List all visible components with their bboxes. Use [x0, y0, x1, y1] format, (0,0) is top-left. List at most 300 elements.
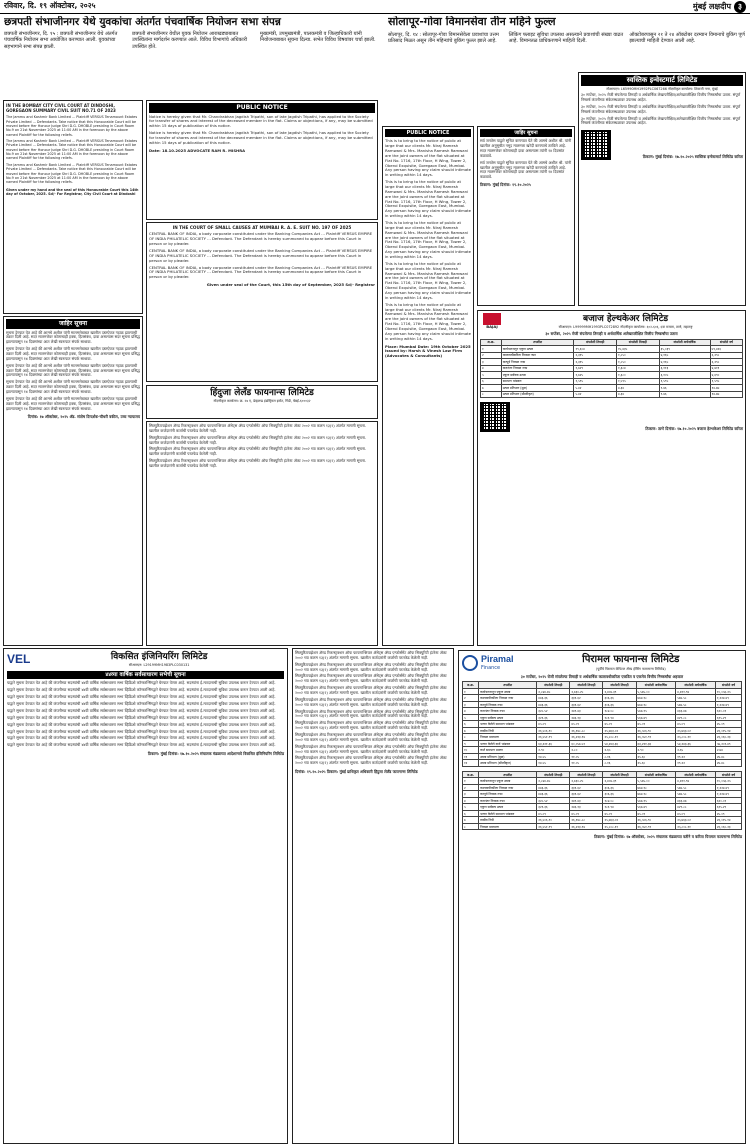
piramal-standalone-table-cell: ५,५७५.०० — [636, 778, 676, 785]
bajaj-table-cell: ३ — [481, 359, 502, 366]
piramal-table-cell: २६,०१५.१४ — [715, 727, 741, 734]
bajaj-table-cell: १,७२५ — [574, 372, 617, 379]
piramal-standalone-table-cell: २,७३०.२५ — [570, 778, 603, 785]
vikasit-name: विकसित इंजिनियरिंग लिमिटेड — [110, 652, 208, 662]
jahir-suchna-right-footer: ठिकाण: मुंबई दिनांक: १९.१०.२०२५ — [480, 182, 531, 188]
piramal-table-cell: २.६५ — [603, 747, 636, 754]
piramal-sub: (पूर्वीचे पिरामल कॅपिटल ॲण्ड हौसिंग फायनान्स लिमिटेड) — [595, 666, 666, 671]
story-right-col1: सोलापूर, दि. १४ : सोलापूर-गोवा विमानसेवेला प्रवाशांचा उत्तम प्रतिसाद मिळत असून तीन महिन्यांचे बुकिंग फुल्ल झाले आहे. — [388, 31, 499, 45]
bajaj-table-cell: ४,१६५ — [659, 359, 710, 366]
piramal-table-cell: ४५.०९ — [676, 721, 716, 728]
piramal-table-cell: ४ — [463, 708, 479, 715]
small-causes-body: CENTRAL BANK OF INDIA, a body corporate constituted under the Banking Companies Act ... Plaintiff VERSUS EMPIRE OF INDIA PHILATELIC SOCIETY ... Defendant. The Defendant is hereby summoned to appear before this Court in person or by pleader. — [149, 231, 373, 247]
piramal-standalone-table-cell: ७ — [463, 817, 479, 824]
piramal-standalone-table-cell: १,२२४.४९ — [715, 784, 741, 791]
public-notice-2-title: PUBLIC NOTICE — [385, 129, 471, 137]
piramal-table-cell: ६१५.२९ — [715, 714, 741, 721]
public-notice-2-body-3: This is to bring to the notice of public at large that our clients Mr. Niraj Ramesh Ramwani & Mrs. Manisha Ramesh Ramwani are the joint owners of the flat situated at Flat No. 1716, 17th Floor, H Wing, Tower 2, Oberoi Exquisite, Goregaon East, Mumbai. Any person having any claim should intimate in writing within 14 days. — [385, 220, 471, 260]
piramal-table-cell: २.६५ — [676, 747, 716, 754]
piramal-table-cell: भरणा केलेले समभाग भांडवल — [479, 721, 537, 728]
piramal-table-cell: ११.०५ — [570, 753, 603, 760]
piramal-table-cell: २५.६० — [636, 753, 676, 760]
bajaj-qr-code — [480, 402, 510, 432]
vikasit-body-3: याद्वारे सूचना देण्यात येत आहे की कंपनीच्या सदस्यांची ४४वी वार्षिक सर्वसाधारण सभा व्हिडिओ कॉन्फरन्सिंगद्वारे घेण्यात येणार आहे. सदस्यांना ई-मतदानाची सुविधा उपलब्ध करून देण्यात आली आहे. — [7, 694, 276, 700]
piramal-table-cell: ११ — [463, 753, 479, 760]
jahir-suchna-right-body-2: सर्व जनतेस याद्वारे सूचित करण्यात येते की आमचे अशील श्री. यांनी खालील अनुसूचीत नमूद मालमत्ता खरेदी करण्याचे ठरविले आहे. सदर मालमत्तेवर कोणाचाही दावा असल्यास त्यांनी १४ दिवसांत कळवावे. — [480, 159, 572, 180]
jahir-suchna-left-body: सूचना देण्यात येत आहे की आमचे अशील यांनी मालमत्तेबाबत खालील दस्तऐवज गहाळ झाल्याची तक्रार दिली आहे. सदर मालमत्तेवर कोणाचाही हक्क, हितसंबंध, दावा असल्यास सदर सूचना प्रसिद्ध झाल्यापासून १४ दिवसांच्या आत लेखी स्वरूपात संपर्क साधावा. — [6, 329, 140, 345]
bajaj-table-cell: कालावधीकरिता निव्वळ नफा — [501, 352, 574, 359]
piramal-table-cell: करपूर्व निव्वळ नफा — [479, 701, 537, 708]
bajaj-table-cell: ९.७६ — [659, 385, 710, 392]
piramal-table-cell: ६०,०५७.५१ — [570, 740, 603, 747]
swastika-body-2: ३० सप्टेंबर, २०२५ रोजी संपलेल्या तिमाही व अर्धवार्षिक लेखापरीक्षित/अलेखापरीक्षित वित्तीय निष्कर्षांचा उतारा. संपूर्ण निष्कर्ष कंपनीच्या संकेतस्थळावर उपलब्ध आहेत. — [581, 103, 741, 114]
piramal-table-cell: ५७४.५८ — [676, 695, 716, 702]
piramal-standalone-table-cell: १०,०५६.२५ — [715, 778, 741, 785]
piramal-table-cell: कर्ज समभाग प्रमाण — [479, 747, 537, 754]
bajaj-table-cell: समभाग भांडवल — [501, 378, 574, 385]
hinduja-notice-intro — [146, 421, 378, 646]
bajaj-table-cell: ४.३४ — [617, 391, 660, 398]
hinduja-sub: नोंदणीकृत कार्यालय: क्र. २७ ए, डेव्हलप्ड इंडस्ट्रियल इस्टेट, गिंडी, चेन्नई-६०००३२ — [213, 399, 311, 404]
piramal-standalone-table-cell: १,२२४.४९ — [715, 791, 741, 798]
bajaj-table-cell: ४,१६५ — [659, 352, 710, 359]
piramal-standalone-table-header-cell: संपलेली अर्धवार्षिक — [676, 771, 716, 778]
story-right-col2: लिंकिंग फ्लाइट सुविधा उपलब्ध असल्याने प्रवाशांची संख्या वाढत आहे. विमानतळ प्राधिकरणाने माहिती दिली. — [508, 31, 624, 45]
piramal-standalone-table-cell: ४५.०९ — [570, 810, 603, 817]
piramal-table-cell: निव्वळ मालमत्ता — [479, 734, 537, 741]
hinduja-body: सिक्युरिटायझेशन ॲण्ड रिकन्स्ट्रक्शन ऑफ फायनान्शियल ॲसेट्स ॲण्ड एन्फोर्समेंट ऑफ सिक्युरिटी इंटरेस्ट ॲक्ट २००२ च्या कलम १३(२) अंतर्गत मागणी सूचना. खालील कर्जदारांनी कर्जाची परतफेड केलेली नाही. — [149, 423, 367, 433]
piramal-standalone-table-cell: २६,५५१.९९ — [636, 823, 676, 830]
piramal-table-cell: भरणा केलेले कर्ज भांडवल — [479, 740, 537, 747]
hinduja-list-3: सिक्युरिटायझेशन ॲण्ड रिकन्स्ट्रक्शन ऑफ फायनान्शियल ॲसेट्स ॲण्ड एन्फोर्समेंट ऑफ सिक्युरिटी इंटरेस्ट ॲक्ट २००२ च्या कलम १३(२) अंतर्गत मागणी सूचना. खालील कर्जदारांनी कर्जाची परतफेड केलेली नाही. — [295, 673, 447, 684]
small-causes-body-3: CENTRAL BANK OF INDIA, a body corporate constituted under the Banking Companies Act ... Plaintiff VERSUS EMPIRE OF INDIA PHILATELIC SOCIETY ... Defendant. The Defendant is hereby summoned to appear before this Court in person or by pleader. — [149, 264, 373, 280]
hinduja-name: हिंदुजा लेलँड फायनान्स लिमिटेड — [210, 388, 314, 398]
public-notice-body-2: Notice is hereby given that Mr. Chandrabhan Jagdish Tripathi, son of late Jagdish Tripathi, has applied to the Society for transfer of shares and interest of the deceased member in the flat. Claims or objections, if any, may be submitted within 15 days of publication of this notice. — [149, 130, 373, 145]
piramal-table-cell: ४,७९१.९४ — [676, 688, 716, 695]
piramal-table-cell: १,२२४.४९ — [715, 701, 741, 708]
bajaj-table-cell: ६,२९८ — [710, 352, 742, 359]
piramal-table-cell: ४५.०९ — [715, 721, 741, 728]
piramal-standalone-table-header-cell: संपलेली अर्धवार्षिक — [636, 771, 676, 778]
bajaj-table-header-cell: अ.क्र. — [481, 339, 502, 346]
hinduja-list-10: सिक्युरिटायझेशन ॲण्ड रिकन्स्ट्रक्शन ऑफ फायनान्शियल ॲसेट्स ॲण्ड एन्फोर्समेंट ऑफ सिक्युरिटी इंटरेस्ट ॲक्ट २००२ च्या कलम १३(२) अंतर्गत मागणी सूचना. खालील कर्जदारांनी कर्जाची परतफेड केलेली नाही. — [295, 755, 447, 766]
piramal-standalone-table-cell: राखीव निधी — [479, 817, 537, 824]
piramal-table-cell: ४५.०९ — [570, 721, 603, 728]
hinduja-body-4: सिक्युरिटायझेशन ॲण्ड रिकन्स्ट्रक्शन ऑफ फायनान्शियल ॲसेट्स ॲण्ड एन्फोर्समेंट ऑफ सिक्युरिटी इंटरेस्ट ॲक्ट २००२ च्या कलम १३(२) अंतर्गत मागणी सूचना. खालील कर्जदारांनी कर्जाची परतफेड केलेली नाही. — [149, 458, 367, 469]
vikasit-body-4: याद्वारे सूचना देण्यात येत आहे की कंपनीच्या सदस्यांची ४४वी वार्षिक सर्वसाधारण सभा व्हिडिओ कॉन्फरन्सिंगद्वारे घेण्यात येणार आहे. सदस्यांना ई-मतदानाची सुविधा उपलब्ध करून देण्यात आली आहे. — [7, 701, 276, 707]
piramal-table-cell: उत्पन्न प्रतिभाग (मूळ) — [479, 753, 537, 760]
story-left — [4, 16, 384, 98]
bajaj-table-cell: ७९,४२६ — [710, 346, 742, 353]
piramal-standalone-table-cell: २५,८०८.११ — [676, 823, 716, 830]
piramal-table-cell: २५,८०८.११ — [676, 734, 716, 741]
piramal-table-cell: १० — [463, 747, 479, 754]
bajaj-footer: ठिकाण: ठाणे दिनांक: १७.१०.२०२५ बजाज हेल्थकेअर लिमिटेड करिता — [645, 426, 743, 432]
story-left-col2: छत्रपती संभाजीनगर येथील युवक नियोजन आराखड्याबाबत उपस्थितांना मार्गदर्शन करण्यात आले. विविध विभागांचे अधिकारी उपस्थित होते. — [132, 31, 248, 50]
piramal-standalone-table-cell: ४४३.३६ — [537, 784, 570, 791]
piramal-standalone-table-cell: २६,०६०.२३ — [715, 823, 741, 830]
vikasit-logo: VEL — [7, 652, 31, 667]
small-causes-body-2: CENTRAL BANK OF INDIA, a body corporate constituted under the Banking Companies Act ... Plaintiff VERSUS EMPIRE OF INDIA PHILATELIC SOCIETY ... Defendant. The Defendant is hereby summoned to appear before this Court in person or by pleader. — [149, 247, 373, 263]
piramal-table-cell: ९ — [463, 740, 479, 747]
piramal-standalone-table-cell: २६,०१५.१४ — [715, 817, 741, 824]
piramal-table-cell: २६,५५१.९९ — [537, 734, 570, 741]
jahir-suchna-right-title: जाहिर सूचना — [480, 129, 572, 137]
piramal-table-cell: ८.१६ — [603, 760, 636, 767]
bajaj-table-cell: ८ — [481, 391, 502, 398]
piramal-table-cell: २७.४८ — [715, 760, 741, 767]
piramal-table-header-cell: अ.क्र. — [463, 682, 479, 689]
bajaj-table-cell: १,५९५ — [659, 378, 710, 385]
piramal-table-header-cell: संपलेली अर्धवार्षिक — [676, 682, 716, 689]
piramal-logo-icon — [462, 655, 478, 671]
jahir-suchna-right — [477, 126, 575, 306]
piramal-standalone-table-cell: २,८४४.७५ — [537, 778, 570, 785]
piramal-table-cell: ४५.०९ — [603, 721, 636, 728]
hinduja-header — [146, 385, 378, 419]
bajaj-table-cell: ६,२९८ — [710, 359, 742, 366]
piramal-standalone-table-cell: ५७४.५८ — [676, 784, 716, 791]
swastika-sub: सीआयएन: L65990MH1992PLC067266 नोंदणीकृत कार्यालय: शिवाजी नगर, मुंबई — [606, 86, 718, 91]
bajaj-table-header-cell: संपलेली तिमाही — [617, 339, 660, 346]
piramal-table-cell: ६ — [463, 721, 479, 728]
piramal-table-cell: ४३३.४७ — [676, 708, 716, 715]
page-number: ३ — [734, 1, 746, 13]
piramal-standalone-table-cell: करपूर्व निव्वळ नफा — [479, 791, 537, 798]
vikasit-footer: ठिकाण: मुंबई दिनांक: १७.१०.२०२५ संचालक मंडळाच्या आदेशान्वये विकसित इंजिनियरिंग लिमिटेड — [147, 751, 284, 757]
bajaj-table-cell: ५.४२ — [574, 391, 617, 398]
bajaj-table-cell: कार्यचलनातून एकूण उत्पन्न — [501, 346, 574, 353]
piramal-table-cell: १४.५५ — [537, 753, 570, 760]
piramal-standalone-table-cell: ४ — [463, 797, 479, 804]
piramal-standalone-table-cell: ५६७.४९ — [636, 804, 676, 811]
public-notice-2-body-2: This is to bring to the notice of public at large that our clients Mr. Niraj Ramesh Ramwani & Mrs. Manisha Ramesh Ramwani are the joint owners of the flat situated at Flat No. 1716, 17th Floor, H Wing, Tower 2, Oberoi Exquisite, Goregaon East, Mumbai. Any person having any claim should intimate in writing within 14 days. — [385, 179, 471, 219]
piramal-table-cell: राखीव निधी — [479, 727, 537, 734]
court-notice-footer: Given under my hand and the seal of this Honourable Court this 14th day of October, 2025. Sd/- For Registrar, City Civil Court at Dindoshi — [6, 187, 139, 196]
piramal-table-cell: उत्पन्न प्रतिभाग (सौम्यीकृत) — [479, 760, 537, 767]
bajaj-table-cell: १,५९५ — [710, 378, 742, 385]
piramal-standalone-table-cell: ३३१.६२ — [570, 784, 603, 791]
hinduja-footer: दिनांक: १९.१०.२०२५ ठिकाण: मुंबई प्राधिकृत अधिकारी हिंदुजा लेलँड फायनान्स लिमिटेड — [295, 769, 418, 775]
small-causes-title: IN THE COURT OF SMALL CAUSES AT MUMBAI R. A. E. SUIT NO. 197 OF 2025 — [172, 225, 352, 230]
court-notice-title: IN THE BOMBAY CITY CIVIL COURT AT DINDOSHI, GOREGAON SUMMARY CIVIL SUIT NO.71 OF 2023 — [6, 103, 116, 114]
piramal-logo-sub: Finance — [481, 665, 501, 672]
piramal-table-cell: २,७३०.२५ — [570, 688, 603, 695]
bajaj-table-row — [481, 391, 743, 398]
bajaj-table-cell: १,३८४ — [617, 365, 660, 372]
bajaj-notice — [477, 310, 746, 646]
bajaj-table-cell: २,३१५ — [574, 352, 617, 359]
public-notice-2-body-5: This is to bring to the notice of public at large that our clients Mr. Niraj Ramesh Ramwani & Mrs. Manisha Ramesh Ramwani are the joint owners of the flat situated at Flat No. 1716, 17th Floor, H Wing, Tower 2, Oberoi Exquisite, Goregaon East, Mumbai. Any person having any claim should intimate in writing within 14 days. — [385, 301, 471, 341]
vikasit-notice — [3, 648, 288, 1144]
piramal-table-cell: एकूण सर्वंकष उत्पन्न — [479, 714, 537, 721]
piramal-standalone-table-cell: ६१५.२९ — [715, 804, 741, 811]
piramal-footer: ठिकाण: मुंबई दिनांक: १७ ऑक्टोबर, २०२५ संचालक मंडळाच्या वतीने व करिता पिरामल फायनान्स लिमिटेड — [594, 834, 742, 840]
piramal-table-cell: २.९० — [537, 747, 570, 754]
small-causes-notice — [146, 222, 378, 382]
jahir-suchna-left-title: जाहिर सूचना — [6, 319, 140, 329]
hinduja-list-2: सिक्युरिटायझेशन ॲण्ड रिकन्स्ट्रक्शन ऑफ फायनान्शियल ॲसेट्स ॲण्ड एन्फोर्समेंट ऑफ सिक्युरिटी इंटरेस्ट ॲक्ट २००२ च्या कलम १३(२) अंतर्गत मागणी सूचना. खालील कर्जदारांनी कर्जाची परतफेड केलेली नाही. — [295, 661, 447, 672]
paper-masthead — [693, 1, 746, 13]
bajaj-table-cell: उत्पन्न प्रतिभाग (मूळ) — [501, 385, 574, 392]
piramal-table-header-cell: संपलेली तिमाही — [537, 682, 570, 689]
hinduja-body-2: सिक्युरिटायझेशन ॲण्ड रिकन्स्ट्रक्शन ऑफ फायनान्शियल ॲसेट्स ॲण्ड एन्फोर्समेंट ऑफ सिक्युरिटी इंटरेस्ट ॲक्ट २००२ च्या कलम १३(२) अंतर्गत मागणी सूचना. खालील कर्जदारांनी कर्जाची परतफेड केलेली नाही. — [149, 434, 367, 445]
piramal-table-cell: १०,०५६.२५ — [715, 688, 741, 695]
hinduja-borrower-list — [292, 648, 454, 1144]
piramal-table-cell: ५४,२४३.३६ — [676, 740, 716, 747]
bajaj-table-cell: १,८५० — [617, 352, 660, 359]
piramal-table-cell: ८ — [463, 734, 479, 741]
piramal-table-cell: १,२२४.४९ — [715, 695, 741, 702]
swastika-footer: ठिकाण: मुंबई दिनांक: १७.१०.२०२५ स्वस्तिक इन्वेस्टमार्ट लिमिटेड करिता — [642, 154, 743, 160]
story-right-title: सोलापूर-गोवा विमानसेवा तीन महिने फुल्ल — [388, 16, 556, 28]
piramal-standalone-table-row — [463, 823, 742, 830]
jahir-suchna-left-signature: दिनांक: १७ ऑक्टोबर, २०२५ ॲड. संतोष दिग्दर्शक-चौधरी वकील, उच्च न्यायालय — [27, 414, 140, 420]
piramal-standalone-table-cell: ६२०.०१ — [715, 797, 741, 804]
piramal-table-cell: ३३१.६२ — [570, 695, 603, 702]
piramal-standalone-table-cell: भरणा केलेले समभाग भांडवल — [479, 810, 537, 817]
bajaj-table-cell: १४.७७ — [710, 385, 742, 392]
piramal-heading: ३० सप्टेंबर, २०२५ रोजी संपलेल्या तिमाही व अर्धवार्षिक कालावधीकरिता एकत्रित व एकमेव वित्तीय निष्कर्षांचा अहवाल — [520, 673, 684, 679]
piramal-table-cell: ५४,२४३.३६ — [603, 740, 636, 747]
swastika-name: स्वस्तिक इन्वेस्टमार्ट लिमिटेड — [581, 75, 743, 86]
piramal-standalone-table-cell: २५,७६३.०२ — [603, 817, 636, 824]
swastika-qr-code — [581, 130, 611, 160]
piramal-table-cell: १२ — [463, 760, 479, 767]
bajaj-table-header-cell: संपलेली तिमाही — [574, 339, 617, 346]
piramal-table-cell: कार्यचलनातून एकूण उत्पन्न — [479, 688, 537, 695]
piramal-table-cell: ११.०५ — [570, 760, 603, 767]
court-notice — [3, 100, 143, 314]
piramal-standalone-table-cell: कार्यचलनातून एकूण उत्पन्न — [479, 778, 537, 785]
piramal-table-row — [463, 760, 742, 767]
bajaj-table-cell: ३,१०५ — [659, 372, 710, 379]
hinduja-list-8: सिक्युरिटायझेशन ॲण्ड रिकन्स्ट्रक्शन ऑफ फायनान्शियल ॲसेट्स ॲण्ड एन्फोर्समेंट ऑफ सिक्युरिटी इंटरेस्ट ॲक्ट २००२ च्या कलम १३(२) अंतर्गत मागणी सूचना. खालील कर्जदारांनी कर्जाची परतफेड केलेली नाही. — [295, 732, 447, 742]
bajaj-table-cell: करानंतर निव्वळ नफा — [501, 365, 574, 372]
bajaj-table-cell: एकूण सर्वंकष उत्पन्न — [501, 372, 574, 379]
piramal-table-cell: ४२९.८८ — [676, 714, 716, 721]
piramal-standalone-table-cell: ४३३.४७ — [676, 797, 716, 804]
piramal-table-header-cell: संपलेले वर्ष — [715, 682, 741, 689]
piramal-standalone-table-cell: १८४.०८ — [603, 797, 636, 804]
hinduja-list-5: सिक्युरिटायझेशन ॲण्ड रिकन्स्ट्रक्शन ऑफ फायनान्शियल ॲसेट्स ॲण्ड एन्फोर्समेंट ऑफ सिक्युरिटी इंटरेस्ट ॲक्ट २००२ च्या कलम १३(२) अंतर्गत मागणी सूचना. खालील कर्जदारांनी कर्जाची परतफेड केलेली नाही. — [295, 696, 447, 707]
piramal-standalone-table-header-cell: तपशील — [479, 771, 537, 778]
piramal-table-cell: २६,५०६.९० — [537, 727, 570, 734]
bajaj-table-cell: १,३८० — [617, 372, 660, 379]
piramal-table-cell: कालावधीकरिता निव्वळ नफा — [479, 695, 537, 702]
vikasit-body-10: याद्वारे सूचना देण्यात येत आहे की कंपनीच्या सदस्यांची ४४वी वार्षिक सर्वसाधारण सभा व्हिडिओ कॉन्फरन्सिंगद्वारे घेण्यात येणार आहे. सदस्यांना ई-मतदानाची सुविधा उपलब्ध करून देण्यात आली आहे. — [7, 742, 276, 748]
piramal-notice — [458, 650, 746, 1144]
court-notice-body-repeat: The Jammu and Kashmir Bank Limited ... Plaintiff VERSUS Tenamount Estates Private Limited ... Defendants. Take notice that this Honourable Court will be moved before Her Honour Judge Shri D.G. DHOBLE presiding in Court Room No.9 on 21st November 2025 at 11:00 AM in the forenoon by the above named Plaintiff for the following reliefs. — [6, 139, 138, 161]
piramal-table-cell: १९.२२ — [676, 753, 716, 760]
paper-name: मुंबई लक्षदीप — [692, 2, 731, 11]
bajaj-table-cell: ९.७६ — [659, 391, 710, 398]
bajaj-table-cell: ४,७११ — [710, 365, 742, 372]
piramal-table-cell: ६३,२२१.३६ — [537, 740, 570, 747]
piramal-standalone-table-cell: ३३१.६२ — [570, 791, 603, 798]
piramal-standalone-table-cell: २६,५५१.९९ — [537, 823, 570, 830]
piramal-name: पिरामल फायनान्स लिमिटेड — [582, 654, 680, 666]
piramal-standalone-table-cell: ५ — [463, 804, 479, 811]
piramal-table-cell: ५७,२०१.४९ — [715, 740, 741, 747]
piramal-table-cell: २,४०७.३९ — [603, 688, 636, 695]
piramal-standalone-table-cell: २५,७६३.०२ — [676, 817, 716, 824]
piramal-table-cell: ५७७.९५ — [636, 708, 676, 715]
bajaj-results-table — [480, 339, 743, 399]
piramal-table-cell: ३०६.३६ — [603, 695, 636, 702]
bajaj-table-cell: २ — [481, 352, 502, 359]
jahir-suchna-left-body-3: सूचना देण्यात येत आहे की आमचे अशील यांनी मालमत्तेबाबत खालील दस्तऐवज गहाळ झाल्याची तक्रार दिली आहे. सदर मालमत्तेवर कोणाचाही हक्क, हितसंबंध, दावा असल्यास सदर सूचना प्रसिद्ध झाल्यापासून १४ दिवसांच्या आत लेखी स्वरूपात संपर्क साधावा. — [6, 362, 140, 378]
piramal-standalone-table — [462, 771, 742, 831]
bajaj-table-cell: १४.७७ — [710, 391, 742, 398]
piramal-standalone-table-cell: २४६.१३ — [570, 804, 603, 811]
piramal-table-cell: ३०६.३६ — [603, 701, 636, 708]
piramal-standalone-table-header-cell: संपलेले वर्ष — [715, 771, 741, 778]
piramal-table-cell: २५.६० — [636, 760, 676, 767]
piramal-table-cell: ४४३.३६ — [537, 701, 570, 708]
piramal-table-cell: १ — [463, 688, 479, 695]
piramal-standalone-table-cell: २६,५०६.९० — [537, 817, 570, 824]
piramal-table-header-cell: तपशील — [479, 682, 537, 689]
piramal-standalone-table-cell: ४५.०९ — [676, 810, 716, 817]
piramal-table-cell: २६,५०६.९० — [636, 727, 676, 734]
vikasit-body-5: याद्वारे सूचना देण्यात येत आहे की कंपनीच्या सदस्यांची ४४वी वार्षिक सर्वसाधारण सभा व्हिडिओ कॉन्फरन्सिंगद्वारे घेण्यात येणार आहे. सदस्यांना ई-मतदानाची सुविधा उपलब्ध करून देण्यात आली आहे. — [7, 707, 276, 713]
piramal-table-cell: करानंतर निव्वळ नफा — [479, 708, 537, 715]
piramal-standalone-table-cell: ४,७९१.९४ — [676, 778, 716, 785]
piramal-standalone-table-cell: ५७४.५८ — [676, 791, 716, 798]
piramal-table-cell: १८१.९४ — [603, 714, 636, 721]
piramal-standalone-table-cell: ३ — [463, 791, 479, 798]
public-notice-2-footer: Place: Mumbai Date: 19th October 2025 Issued by: Harsh & Vinesh Law Firm (Advocates & Consultants) — [385, 343, 471, 359]
piramal-table-cell: १९.२२ — [676, 760, 716, 767]
vikasit-body-7: याद्वारे सूचना देण्यात येत आहे की कंपनीच्या सदस्यांची ४४वी वार्षिक सर्वसाधारण सभा व्हिडिओ कॉन्फरन्सिंगद्वारे घेण्यात येणार आहे. सदस्यांना ई-मतदानाची सुविधा उपलब्ध करून देण्यात आली आहे. — [7, 721, 276, 727]
piramal-table-cell: ३२८.५२ — [537, 708, 570, 715]
piramal-table-cell: २.९० — [636, 747, 676, 754]
piramal-table-cell: ७७४.९८ — [636, 695, 676, 702]
piramal-standalone-table-cell: २६,१७८.८८ — [570, 817, 603, 824]
piramal-table-cell: ७७४.९८ — [636, 701, 676, 708]
bajaj-table-cell: १५,४३५ — [617, 346, 660, 353]
piramal-standalone-table-cell: एकूण सर्वंकष उत्पन्न — [479, 804, 537, 811]
vikasit-sub: सीआयएन: L29199MH1983PLC030131 — [128, 663, 190, 668]
piramal-table-cell: २६,०६०.२३ — [715, 734, 741, 741]
bajaj-table-header-cell: संपलेली अर्धवार्षिक — [659, 339, 710, 346]
jahir-suchna-left-body-2: सूचना देण्यात येत आहे की आमचे अशील यांनी मालमत्तेबाबत खालील दस्तऐवज गहाळ झाल्याची तक्रार दिली आहे. सदर मालमत्तेवर कोणाचाही हक्क, हितसंबंध, दावा असल्यास सदर सूचना प्रसिद्ध झाल्यापासून १४ दिवसांच्या आत लेखी स्वरूपात संपर्क साधावा. — [6, 346, 140, 361]
piramal-standalone-table-cell: ४४३.३६ — [537, 791, 570, 798]
piramal-standalone-table-cell: कालावधीकरिता निव्वळ नफा — [479, 784, 537, 791]
hinduja-body-3: सिक्युरिटायझेशन ॲण्ड रिकन्स्ट्रक्शन ऑफ फायनान्शियल ॲसेट्स ॲण्ड एन्फोर्समेंट ऑफ सिक्युरिटी इंटरेस्ट ॲक्ट २००२ च्या कलम १३(२) अंतर्गत मागणी सूचना. खालील कर्जदारांनी कर्जाची परतफेड केलेली नाही. — [149, 446, 367, 457]
story-right — [388, 16, 746, 72]
story-left-title: छत्रपती संभाजीनगर येथे युवकांचा अंतर्गत पंचवार्षिक नियोजन सभा संपन्न — [4, 16, 281, 28]
piramal-table-cell: २.७४ — [715, 747, 741, 754]
piramal-table-cell: ३२१.३६ — [537, 714, 570, 721]
date-line: रविवार, दि. १९ ऑक्टोबर, २०२५ — [4, 1, 96, 10]
bajaj-table-cell: १९,६०४ — [574, 346, 617, 353]
piramal-standalone-table-cell: २५,८०८.११ — [603, 823, 636, 830]
piramal-standalone-table-cell: १ — [463, 778, 479, 785]
piramal-table-cell: २,८४४.७५ — [537, 688, 570, 695]
piramal-table-cell: २५,७६३.०२ — [603, 727, 636, 734]
piramal-standalone-table-cell: २६,५०६.९० — [636, 817, 676, 824]
piramal-table-cell: ७ — [463, 727, 479, 734]
piramal-table-cell: ६३,२२१.३६ — [636, 740, 676, 747]
piramal-table-cell: ५७४.५८ — [676, 701, 716, 708]
piramal-table-cell: ३३१.६२ — [570, 701, 603, 708]
story-left-col1: छत्रपती संभाजीनगर, दि. १५ : छत्रपती संभाजीनगर येथे अंतर्गत पंचवार्षिक नियोजन सभा आयोजित करण्यात आली. युवकांच्या सहभागाने सभा संपन्न झाली. — [4, 31, 118, 50]
piramal-standalone-table-cell: १८१.९४ — [603, 804, 636, 811]
vikasit-body-9: याद्वारे सूचना देण्यात येत आहे की कंपनीच्या सदस्यांची ४४वी वार्षिक सर्वसाधारण सभा व्हिडिओ कॉन्फरन्सिंगद्वारे घेण्यात येणार आहे. सदस्यांना ई-मतदानाची सुविधा उपलब्ध करून देण्यात आली आहे. — [7, 735, 276, 741]
piramal-standalone-table-cell: २६,२२३.९७ — [570, 823, 603, 830]
jahir-suchna-left-body-5: सूचना देण्यात येत आहे की आमचे अशील यांनी मालमत्तेबाबत खालील दस्तऐवज गहाळ झाल्याची तक्रार दिली आहे. सदर मालमत्तेवर कोणाचाही हक्क, हितसंबंध, दावा असल्यास सदर सूचना प्रसिद्ध झाल्यापासून १४ दिवसांच्या आत लेखी स्वरूपात संपर्क साधावा. — [6, 395, 140, 411]
public-notice-2-body-4: This is to bring to the notice of public at large that our clients Mr. Niraj Ramesh Ramwani & Mrs. Manisha Ramesh Ramwani are the joint owners of the flat situated at Flat No. 1716, 17th Floor, H Wing, Tower 2, Oberoi Exquisite, Goregaon East, Mumbai. Any person having any claim should intimate in writing within 14 days. — [385, 260, 471, 300]
piramal-standalone-table-cell: ३२८.५२ — [537, 797, 570, 804]
vikasit-body-6: याद्वारे सूचना देण्यात येत आहे की कंपनीच्या सदस्यांची ४४वी वार्षिक सर्वसाधारण सभा व्हिडिओ कॉन्फरन्सिंगद्वारे घेण्यात येणार आहे. सदस्यांना ई-मतदानाची सुविधा उपलब्ध करून देण्यात आली आहे. — [7, 714, 276, 720]
bajaj-table-cell: १,८५० — [617, 359, 660, 366]
piramal-table-cell: २ — [463, 695, 479, 702]
public-notice — [146, 100, 378, 220]
piramal-table-cell: २७.४८ — [715, 753, 741, 760]
bajaj-sub: सीआयएन: L99999MH1993PLC072892 नोंदणीकृत कार्यालय: ६०२-६०६, ६वा मजला, ठाणे, महाराष्ट्र — [558, 324, 693, 329]
piramal-table-cell: २४९.४३ — [570, 708, 603, 715]
piramal-table-cell: २५,७६३.०२ — [676, 727, 716, 734]
piramal-standalone-table-cell: ४५.०९ — [715, 810, 741, 817]
vikasit-body-1: याद्वारे सूचना देण्यात येत आहे की कंपनीच्या सदस्यांची ४४वी वार्षिक सर्वसाधारण सभा व्हिडिओ कॉन्फरन्सिंगद्वारे घेण्यात येणार आहे. सदस्यांना ई-मतदानाची सुविधा उपलब्ध करून देण्यात आली आहे. — [7, 680, 276, 686]
piramal-table-cell: ४५.०९ — [537, 721, 570, 728]
public-notice-2 — [382, 126, 474, 646]
bajaj-table-cell: ५ — [481, 372, 502, 379]
piramal-standalone-table-cell: ८ — [463, 823, 479, 830]
public-notice-title: PUBLIC NOTICE — [149, 103, 375, 113]
piramal-table-cell: ३ — [463, 701, 479, 708]
vikasit-body-2: याद्वारे सूचना देण्यात येत आहे की कंपनीच्या सदस्यांची ४४वी वार्षिक सर्वसाधारण सभा व्हिडिओ कॉन्फरन्सिंगद्वारे घेण्यात येणार आहे. सदस्यांना ई-मतदानाची सुविधा उपलब्ध करून देण्यात आली आहे. — [7, 687, 276, 693]
piramal-standalone-table-cell: ३०६.३६ — [603, 791, 636, 798]
bajaj-table-cell: १,७२९ — [574, 365, 617, 372]
hinduja-list-6: सिक्युरिटायझेशन ॲण्ड रिकन्स्ट्रक्शन ऑफ फायनान्शियल ॲसेट्स ॲण्ड एन्फोर्समेंट ऑफ सिक्युरिटी इंटरेस्ट ॲक्ट २००२ च्या कलम १३(२) अंतर्गत मागणी सूचना. खालील कर्जदारांनी कर्जाची परतफेड केलेली नाही. — [295, 708, 447, 719]
bajaj-table-cell: ४ — [481, 365, 502, 372]
bajaj-table-cell: ४.३४ — [617, 385, 660, 392]
jahir-suchna-right-body: सर्व जनतेस याद्वारे सूचित करण्यात येते की आमचे अशील श्री. यांनी खालील अनुसूचीत नमूद मालमत्ता खरेदी करण्याचे ठरविले आहे. सदर मालमत्तेवर कोणाचाही दावा असल्यास त्यांनी १४ दिवसांत कळवावे. — [480, 138, 572, 158]
piramal-table-cell: २४६.१३ — [570, 714, 603, 721]
court-notice-body: The Jammu and Kashmir Bank Limited ... Plaintiff VERSUS Tenamount Estates Private Limited ... Defendants. Take notice that this Honourable Court will be moved before Her Honour Judge Shri D.G. DHOBLE presiding in Court Room No.9 on 21st November 2025 at 11:00 AM in the forenoon by the above named Plaintiff for the following reliefs. — [6, 115, 138, 137]
piramal-standalone-table-cell: निव्वळ मालमत्ता — [479, 823, 537, 830]
bajaj-logo: BAJAJ — [486, 324, 498, 329]
jahir-suchna-left — [3, 316, 143, 646]
piramal-standalone-table-cell: २४९.४३ — [570, 797, 603, 804]
vikasit-heading: ४४व्या वार्षिक सर्वसाधारण सभेची सूचना — [7, 671, 284, 680]
public-notice-signature: Date: 18.10.2025 ADVOCATE RAM R. MISHRA — [149, 147, 246, 153]
piramal-table-header-cell: संपलेली तिमाही — [603, 682, 636, 689]
piramal-results-table — [462, 681, 742, 767]
piramal-standalone-table-cell: ७७४.९८ — [636, 784, 676, 791]
piramal-table-header-cell: संपलेली तिमाही — [570, 682, 603, 689]
bajaj-table-cell: १,५९५ — [574, 378, 617, 385]
piramal-table-cell: २६,१७८.८८ — [570, 727, 603, 734]
bajaj-table-cell: ५.४२ — [574, 385, 617, 392]
bajaj-table-cell: ७ — [481, 385, 502, 392]
piramal-logo: Piramal — [481, 654, 514, 664]
piramal-table-cell: ५,५७५.०० — [636, 688, 676, 695]
piramal-standalone-table-header-cell: संपलेली तिमाही — [570, 771, 603, 778]
bajaj-name: बजाज हेल्थकेअर लिमिटेड — [582, 313, 669, 324]
court-notice-body-repeat-2: The Jammu and Kashmir Bank Limited ... Plaintiff VERSUS Tenamount Estates Private Limited ... Defendants. Take notice that this Honourable Court will be moved before Her Honour Judge Shri D.G. DHOBLE presiding in Court Room No.9 on 21st November 2025 at 11:00 AM in the forenoon by the above named Plaintiff for the following reliefs. — [6, 162, 138, 185]
piramal-standalone-table-header-cell: संपलेली तिमाही — [603, 771, 636, 778]
piramal-table-cell: ५ — [463, 714, 479, 721]
piramal-standalone-table-cell: ५७७.९५ — [636, 797, 676, 804]
story-right-col3: ऑक्टोबरपासून २१ ते २४ ऑक्टोबर दरम्यान विमानाचे बुकिंग पूर्ण झाल्याची माहिती देण्यात आली आहे. — [629, 31, 745, 45]
jahir-suchna-left-body-4: सूचना देण्यात येत आहे की आमचे अशील यांनी मालमत्तेबाबत खालील दस्तऐवज गहाळ झाल्याची तक्रार दिली आहे. सदर मालमत्तेवर कोणाचाही हक्क, हितसंबंध, दावा असल्यास सदर सूचना प्रसिद्ध झाल्यापासून १४ दिवसांच्या आत लेखी स्वरूपात संपर्क साधावा. — [6, 379, 140, 394]
piramal-table-cell: २५,८०८.११ — [603, 734, 636, 741]
hinduja-list-1: सिक्युरिटायझेशन ॲण्ड रिकन्स्ट्रक्शन ऑफ फायनान्शियल ॲसेट्स ॲण्ड एन्फोर्समेंट ऑफ सिक्युरिटी इंटरेस्ट ॲक्ट २००२ च्या कलम १३(२) अंतर्गत मागणी सूचना. खालील कर्जदारांनी कर्जाची परतफेड केलेली नाही. — [295, 650, 447, 660]
